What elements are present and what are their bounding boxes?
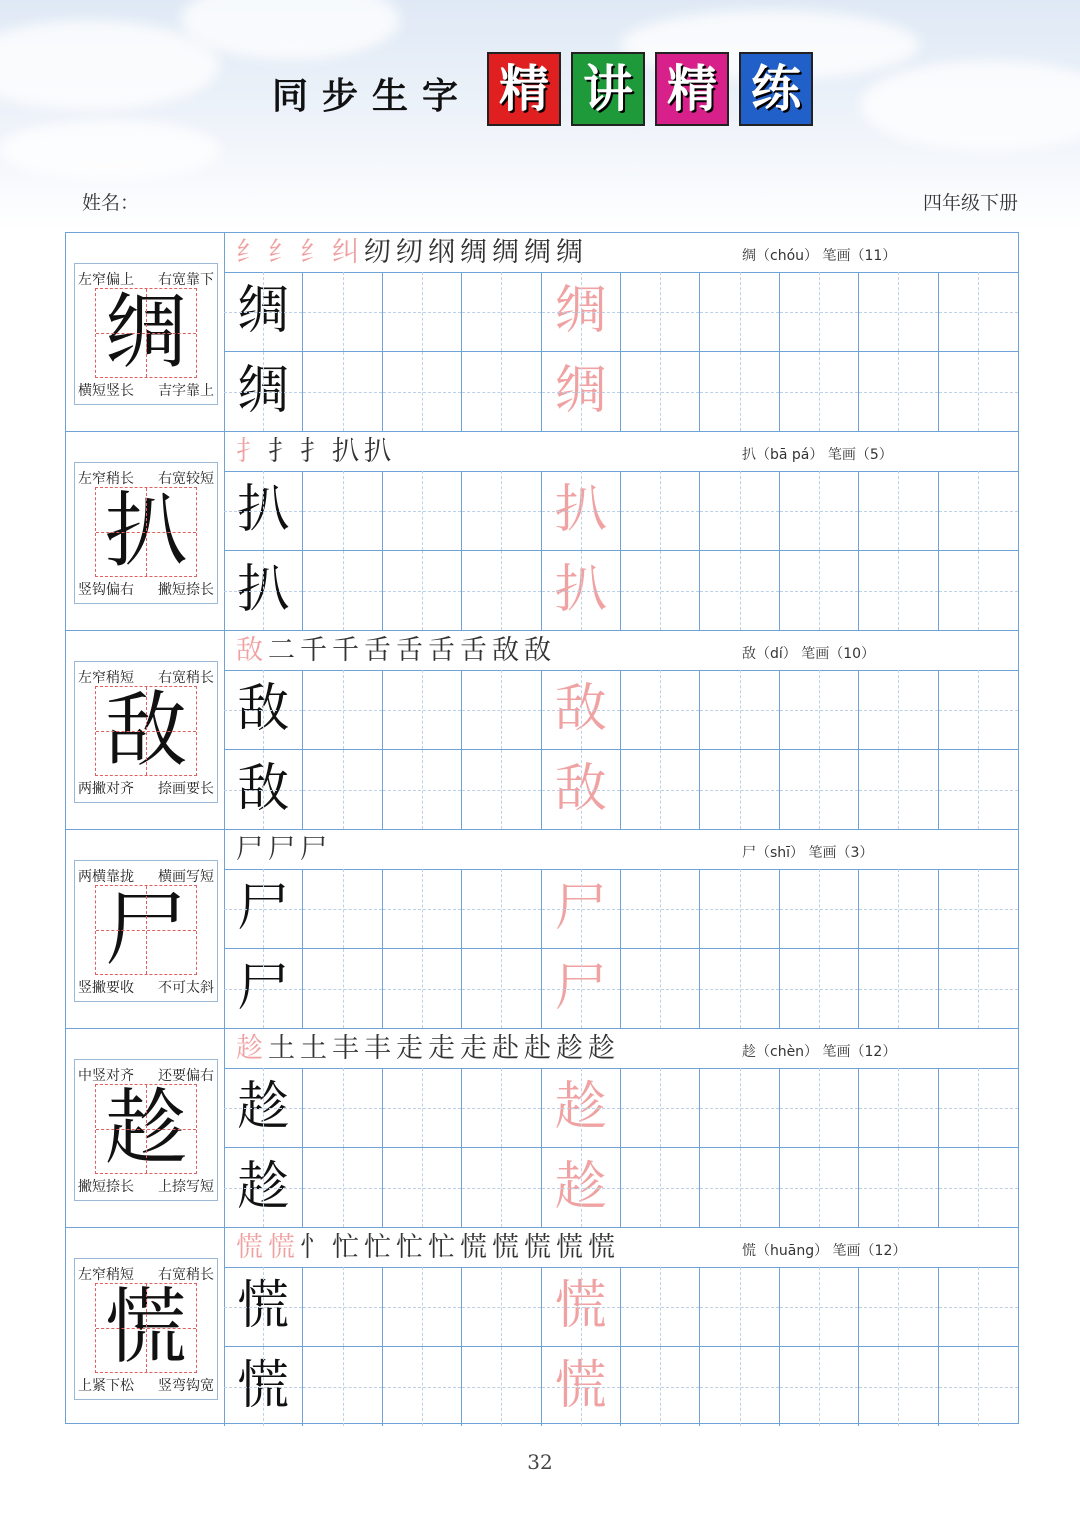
writing-tip: 竖撇要收: [78, 980, 134, 996]
empty-practice-cell[interactable]: [383, 352, 462, 431]
writing-tip: 撇短捺长: [158, 582, 214, 598]
empty-practice-cell[interactable]: [859, 670, 938, 749]
demo-box: [74, 1059, 218, 1201]
stroke-step: 尸: [268, 834, 300, 865]
pinyin-stroke-info: 慌（huāng） 笔画（12）: [742, 1243, 907, 1259]
empty-practice-cell[interactable]: [462, 352, 541, 431]
empty-practice-cell[interactable]: [462, 750, 541, 829]
empty-practice-cell[interactable]: [859, 1347, 938, 1426]
stroke-step: 二: [268, 635, 300, 666]
writing-tip: 中竖对齐: [78, 1068, 134, 1084]
empty-practice-cell[interactable]: [780, 949, 859, 1028]
stroke-sequence: [236, 1228, 620, 1267]
empty-practice-cell[interactable]: [621, 1347, 700, 1426]
empty-practice-cell[interactable]: [383, 272, 462, 351]
writing-tip: 还要偏右: [158, 1068, 214, 1084]
model-character-cell: 绸: [224, 352, 303, 431]
model-character-cell: 趁: [224, 1068, 303, 1147]
stroke-step: 扒: [364, 436, 396, 467]
empty-practice-cell[interactable]: [700, 750, 779, 829]
writing-tip: 吉字靠上: [158, 383, 214, 399]
model-character-cell: 尸: [224, 949, 303, 1028]
pinyin-stroke-info: 敌（dí） 笔画（10）: [742, 646, 876, 662]
empty-practice-cell[interactable]: [939, 551, 1018, 630]
trace-character-cell: 趁: [542, 1148, 621, 1227]
writing-grid-row: [224, 272, 1018, 352]
model-character-cell: 扒: [224, 551, 303, 630]
stroke-step: 趁: [556, 1033, 588, 1064]
empty-practice-cell[interactable]: [780, 1347, 859, 1426]
character-section: [66, 1029, 1018, 1228]
demo-panel: [66, 631, 225, 829]
stroke-step: 敌: [236, 635, 268, 666]
empty-practice-cell[interactable]: [303, 1148, 382, 1227]
writing-tip: 左窄稍短: [78, 670, 134, 686]
stroke-step: 慌: [236, 1232, 268, 1263]
empty-practice-cell[interactable]: [700, 1267, 779, 1346]
pinyin-stroke-info: 趁（chèn） 笔画（12）: [742, 1044, 897, 1060]
empty-practice-cell[interactable]: [462, 1347, 541, 1426]
empty-practice-cell[interactable]: [303, 949, 382, 1028]
stroke-step: 忄: [300, 1232, 332, 1263]
stroke-step: 丰: [364, 1033, 396, 1064]
empty-practice-cell[interactable]: [303, 272, 382, 351]
writing-tip: 捺画要长: [158, 781, 214, 797]
page-title: 同步生字: [272, 76, 473, 117]
stroke-step: 绸: [492, 237, 524, 268]
stroke-step: 慌: [588, 1232, 620, 1263]
stroke-step: 走: [396, 1033, 428, 1064]
empty-practice-cell[interactable]: [700, 1148, 779, 1227]
stroke-step: 尸: [236, 834, 268, 865]
stroke-step: 千: [332, 635, 364, 666]
demo-character: 趁: [95, 1084, 197, 1174]
stroke-sequence: [236, 233, 588, 272]
writing-grid-row: [224, 1068, 1018, 1148]
empty-practice-cell[interactable]: [859, 471, 938, 550]
empty-practice-cell[interactable]: [303, 471, 382, 550]
stroke-order-row: [224, 432, 1018, 472]
stroke-step: 忙: [364, 1232, 396, 1263]
character-section: [66, 1228, 1018, 1427]
stroke-step: 趁: [588, 1033, 620, 1064]
stroke-order-row: [224, 1029, 1018, 1069]
stroke-sequence: [236, 432, 396, 471]
stroke-step: 舌: [396, 635, 428, 666]
empty-practice-cell[interactable]: [462, 869, 541, 948]
empty-practice-cell[interactable]: [462, 471, 541, 550]
writing-tip: 竖弯钩宽: [158, 1378, 214, 1394]
trace-character-cell: 敌: [542, 750, 621, 829]
stroke-step: 慌: [556, 1232, 588, 1263]
stroke-step: 慌: [524, 1232, 556, 1263]
writing-tip: 两横靠拢: [78, 869, 134, 885]
empty-practice-cell[interactable]: [859, 750, 938, 829]
empty-practice-cell[interactable]: [383, 471, 462, 550]
stroke-step: 忙: [396, 1232, 428, 1263]
demo-panel: [66, 1228, 225, 1426]
writing-tip: 上捺写短: [158, 1179, 214, 1195]
empty-practice-cell[interactable]: [859, 1068, 938, 1147]
stroke-step: 舌: [460, 635, 492, 666]
empty-practice-cell[interactable]: [462, 1267, 541, 1346]
model-character-cell: 尸: [224, 869, 303, 948]
demo-box: [74, 661, 218, 803]
empty-practice-cell[interactable]: [303, 352, 382, 431]
stroke-step: 扒: [332, 436, 364, 467]
writing-tip: 右宽稍长: [158, 1267, 214, 1283]
writing-tip: 左窄稍长: [78, 471, 134, 487]
empty-practice-cell[interactable]: [621, 352, 700, 431]
empty-practice-cell[interactable]: [700, 272, 779, 351]
demo-panel: [66, 1029, 225, 1227]
page-header: [0, 50, 1080, 130]
empty-practice-cell[interactable]: [859, 949, 938, 1028]
empty-practice-cell[interactable]: [939, 1068, 1018, 1147]
stroke-step: 忙: [428, 1232, 460, 1263]
stroke-step: 绸: [556, 237, 588, 268]
stroke-sequence: [236, 631, 556, 670]
title-box-3: 精: [655, 52, 729, 126]
writing-tip: 横画写短: [158, 869, 214, 885]
empty-practice-cell[interactable]: [780, 471, 859, 550]
empty-practice-cell[interactable]: [383, 1068, 462, 1147]
pinyin-stroke-info: 扒（bā pá） 笔画（5）: [742, 447, 893, 463]
character-section: [66, 631, 1018, 830]
empty-practice-cell[interactable]: [621, 272, 700, 351]
stroke-step: 土: [300, 1033, 332, 1064]
empty-practice-cell[interactable]: [621, 1068, 700, 1147]
stroke-step: 赴: [524, 1033, 556, 1064]
demo-box: [74, 263, 218, 405]
writing-grid-row: [224, 670, 1018, 750]
empty-practice-cell[interactable]: [939, 869, 1018, 948]
empty-practice-cell[interactable]: [303, 750, 382, 829]
empty-practice-cell[interactable]: [780, 1148, 859, 1227]
title-box-4: 练: [739, 52, 813, 126]
stroke-step: 纟: [300, 237, 332, 268]
writing-grid-row: [224, 551, 1018, 630]
stroke-step: 走: [428, 1033, 460, 1064]
trace-character-cell: 扒: [542, 471, 621, 550]
empty-practice-cell[interactable]: [383, 551, 462, 630]
empty-practice-cell[interactable]: [621, 949, 700, 1028]
demo-character: 敌: [95, 686, 197, 776]
pinyin-stroke-info: 绸（chóu） 笔画（11）: [742, 248, 897, 264]
stroke-step: 走: [460, 1033, 492, 1064]
empty-practice-cell[interactable]: [859, 1148, 938, 1227]
stroke-order-row: [224, 830, 1018, 870]
empty-practice-cell[interactable]: [780, 750, 859, 829]
stroke-step: 敌: [492, 635, 524, 666]
grade-label: 四年级下册: [922, 192, 1018, 214]
empty-practice-cell[interactable]: [780, 1068, 859, 1147]
empty-practice-cell[interactable]: [939, 272, 1018, 351]
demo-box: [74, 1258, 218, 1400]
trace-character-cell: 尸: [542, 869, 621, 948]
writing-grid-row: [224, 1347, 1018, 1426]
stroke-step: 绸: [524, 237, 556, 268]
empty-practice-cell[interactable]: [462, 670, 541, 749]
empty-practice-cell[interactable]: [303, 670, 382, 749]
writing-tip: 左窄偏上: [78, 272, 134, 288]
empty-practice-cell[interactable]: [859, 1267, 938, 1346]
stroke-step: 慌: [460, 1232, 492, 1263]
title-box-1: 精: [487, 52, 561, 126]
empty-practice-cell[interactable]: [780, 551, 859, 630]
writing-tip: 撇短捺长: [78, 1179, 134, 1195]
empty-practice-cell[interactable]: [383, 670, 462, 749]
empty-practice-cell[interactable]: [939, 1148, 1018, 1227]
writing-grid-row: [224, 869, 1018, 949]
empty-practice-cell[interactable]: [700, 471, 779, 550]
stroke-step: 慌: [268, 1232, 300, 1263]
model-character-cell: 慌: [224, 1267, 303, 1346]
writing-grid-row: [224, 1267, 1018, 1347]
empty-practice-cell[interactable]: [383, 869, 462, 948]
empty-practice-cell[interactable]: [383, 949, 462, 1028]
empty-practice-cell[interactable]: [700, 551, 779, 630]
writing-tip: 右宽靠下: [158, 272, 214, 288]
empty-practice-cell[interactable]: [383, 750, 462, 829]
model-character-cell: 扒: [224, 471, 303, 550]
trace-character-cell: 趁: [542, 1068, 621, 1147]
writing-grid-row: [224, 949, 1018, 1028]
practice-sheet: [65, 232, 1019, 1424]
empty-practice-cell[interactable]: [621, 1148, 700, 1227]
writing-tip: 两撇对齐: [78, 781, 134, 797]
stroke-step: 土: [268, 1033, 300, 1064]
demo-character: 扒: [95, 487, 197, 577]
stroke-step: 舌: [364, 635, 396, 666]
stroke-order-row: [224, 1228, 1018, 1268]
stroke-step: 尸: [300, 834, 332, 865]
stroke-sequence: [236, 1029, 620, 1068]
title-box-2: 讲: [571, 52, 645, 126]
empty-practice-cell[interactable]: [621, 869, 700, 948]
stroke-sequence: [236, 830, 332, 869]
empty-practice-cell[interactable]: [780, 1267, 859, 1346]
stroke-step: 绸: [460, 237, 492, 268]
empty-practice-cell[interactable]: [621, 1267, 700, 1346]
writing-grid-row: [224, 750, 1018, 829]
writing-tip: 上紧下松: [78, 1378, 134, 1394]
model-character-cell: 慌: [224, 1347, 303, 1426]
character-section: [66, 432, 1018, 631]
stroke-step: 千: [300, 635, 332, 666]
empty-practice-cell[interactable]: [939, 471, 1018, 550]
empty-practice-cell[interactable]: [780, 272, 859, 351]
empty-practice-cell[interactable]: [859, 272, 938, 351]
name-label: 姓名：: [82, 192, 140, 214]
stroke-step: 纫: [364, 237, 396, 268]
empty-practice-cell[interactable]: [303, 1267, 382, 1346]
empty-practice-cell[interactable]: [383, 1347, 462, 1426]
stroke-step: 赴: [492, 1033, 524, 1064]
empty-practice-cell[interactable]: [303, 551, 382, 630]
writing-tip: 右宽稍长: [158, 670, 214, 686]
empty-practice-cell[interactable]: [700, 670, 779, 749]
empty-practice-cell[interactable]: [303, 869, 382, 948]
demo-box: [74, 462, 218, 604]
empty-practice-cell[interactable]: [859, 352, 938, 431]
empty-practice-cell[interactable]: [383, 1267, 462, 1346]
empty-practice-cell[interactable]: [859, 551, 938, 630]
demo-character: 尸: [95, 885, 197, 975]
demo-box: [74, 860, 218, 1002]
empty-practice-cell[interactable]: [383, 1148, 462, 1227]
trace-character-cell: 绸: [542, 272, 621, 351]
writing-grid-row: [224, 471, 1018, 551]
stroke-step: 扌: [268, 436, 300, 467]
writing-tip: 竖钩偏右: [78, 582, 134, 598]
empty-practice-cell[interactable]: [621, 670, 700, 749]
stroke-step: 扌: [300, 436, 332, 467]
empty-practice-cell[interactable]: [700, 352, 779, 431]
empty-practice-cell[interactable]: [939, 750, 1018, 829]
empty-practice-cell[interactable]: [462, 551, 541, 630]
stroke-step: 敌: [524, 635, 556, 666]
empty-practice-cell[interactable]: [780, 352, 859, 431]
stroke-order-row: [224, 631, 1018, 671]
empty-practice-cell[interactable]: [462, 1148, 541, 1227]
stroke-step: 慌: [492, 1232, 524, 1263]
writing-tip: 横短竖长: [78, 383, 134, 399]
writing-tip: 不可太斜: [158, 980, 214, 996]
model-character-cell: 敌: [224, 670, 303, 749]
empty-practice-cell[interactable]: [859, 869, 938, 948]
empty-practice-cell[interactable]: [462, 1068, 541, 1147]
trace-character-cell: 尸: [542, 949, 621, 1028]
empty-practice-cell[interactable]: [621, 750, 700, 829]
model-character-cell: 趁: [224, 1148, 303, 1227]
empty-practice-cell[interactable]: [939, 352, 1018, 431]
empty-practice-cell[interactable]: [780, 670, 859, 749]
stroke-step: 纟: [236, 237, 268, 268]
character-section: [66, 233, 1018, 432]
writing-tip: 左窄稍短: [78, 1267, 134, 1283]
stroke-step: 纟: [268, 237, 300, 268]
empty-practice-cell[interactable]: [303, 1347, 382, 1426]
character-section: [66, 830, 1018, 1029]
writing-grid-row: [224, 1148, 1018, 1227]
empty-practice-cell[interactable]: [780, 869, 859, 948]
stroke-step: 舌: [428, 635, 460, 666]
model-character-cell: 绸: [224, 272, 303, 351]
demo-character: 绸: [95, 288, 197, 378]
trace-character-cell: 敌: [542, 670, 621, 749]
empty-practice-cell[interactable]: [939, 670, 1018, 749]
empty-practice-cell[interactable]: [939, 949, 1018, 1028]
empty-practice-cell[interactable]: [939, 1347, 1018, 1426]
pinyin-stroke-info: 尸（shī） 笔画（3）: [742, 845, 874, 861]
trace-character-cell: 慌: [542, 1267, 621, 1346]
stroke-step: 纲: [428, 237, 460, 268]
empty-practice-cell[interactable]: [303, 1068, 382, 1147]
empty-practice-cell[interactable]: [621, 471, 700, 550]
empty-practice-cell[interactable]: [700, 1068, 779, 1147]
stroke-step: 趁: [236, 1033, 268, 1064]
empty-practice-cell[interactable]: [621, 551, 700, 630]
trace-character-cell: 慌: [542, 1347, 621, 1426]
empty-practice-cell[interactable]: [700, 949, 779, 1028]
stroke-order-row: [224, 233, 1018, 273]
stroke-step: 忙: [332, 1232, 364, 1263]
demo-panel: [66, 233, 225, 431]
stroke-step: 扌: [236, 436, 268, 467]
stroke-step: 纫: [396, 237, 428, 268]
empty-practice-cell[interactable]: [700, 869, 779, 948]
writing-grid-row: [224, 352, 1018, 431]
demo-character: 慌: [95, 1283, 197, 1373]
trace-character-cell: 绸: [542, 352, 621, 431]
empty-practice-cell[interactable]: [700, 1347, 779, 1426]
stroke-step: 纠: [332, 237, 364, 268]
model-character-cell: 敌: [224, 750, 303, 829]
stroke-step: 丰: [332, 1033, 364, 1064]
page-number: 32: [527, 1450, 553, 1474]
empty-practice-cell[interactable]: [462, 272, 541, 351]
demo-panel: [66, 830, 225, 1028]
trace-character-cell: 扒: [542, 551, 621, 630]
empty-practice-cell[interactable]: [462, 949, 541, 1028]
empty-practice-cell[interactable]: [939, 1267, 1018, 1346]
demo-panel: [66, 432, 225, 630]
writing-tip: 右宽较短: [158, 471, 214, 487]
